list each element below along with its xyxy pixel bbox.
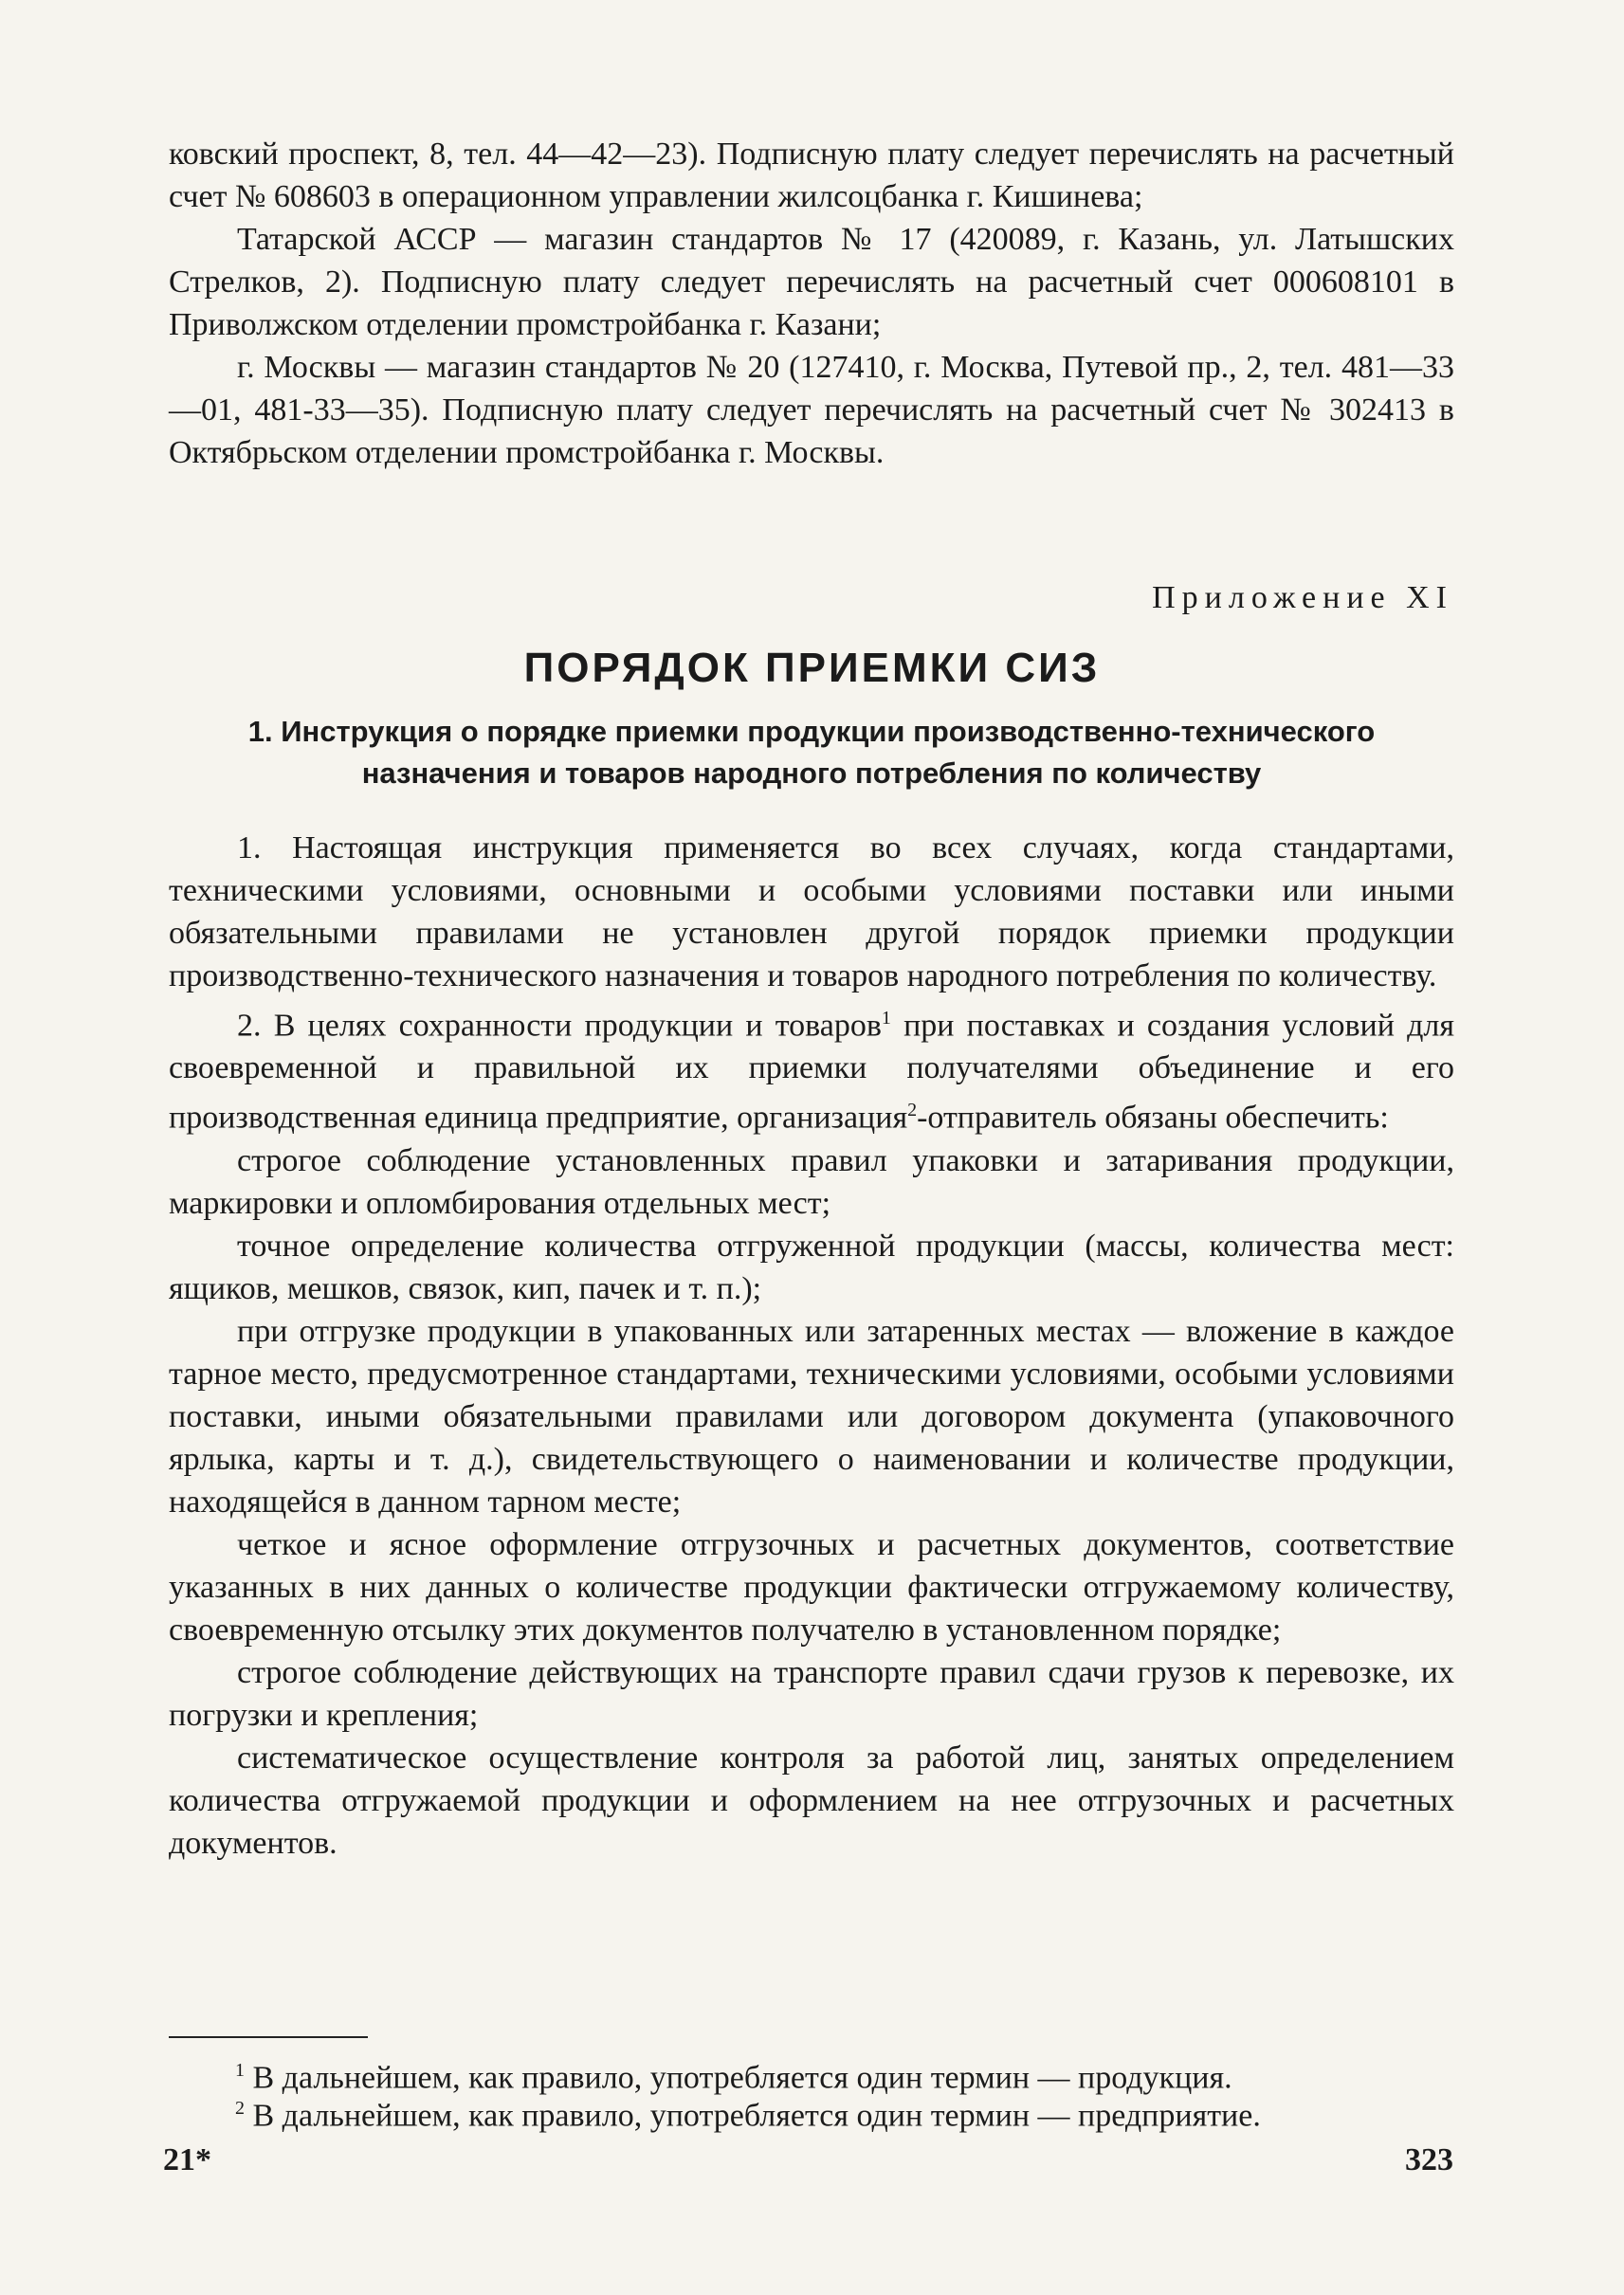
list-item: строгое соблюдение установленных правил упаковки и затаривания продукции, маркировки и опломбирования отдельных мест; (169, 1142, 1454, 1221)
list-item: систематическое осуществление контроля за работой лиц, занятых определением количества отгружаемой продукции и оформлением на нее отгрузочных и расчетных документов. (169, 1739, 1454, 1861)
list-item: при отгрузке продукции в упакованных или затаренных местах — вложение в каждое тарное место, предусмотренное стандартами, техническими условиями, особыми условиями поставки, иными обязательными правилами или договором документа (упаковочного ярлыка, карты и т. д.), свидетельствующего о наименовании и количестве продукции, находящейся в данном тарном месте; (169, 1313, 1454, 1520)
footnote-ref-1: 1 (881, 1008, 891, 1029)
footnote-mark-2: 2 (235, 2098, 245, 2119)
footnote-text-1: В дальнейшем, как правило, употребляется один термин — продукция. (245, 2060, 1232, 2096)
list-item: точное определение количества отгруженной продукции (массы, количества мест: ящиков, мешков, связок, кип, пачек и т. п.); (169, 1228, 1454, 1306)
list-item: четкое и ясное оформление отгрузочных и расчетных документов, соответствие указанных в них данных о количестве продукции фактически отгружаемому количеству, своевременную отсылку этих документов получателю в установленном порядке; (169, 1526, 1454, 1648)
paragraph-kishinev: ковский проспект, 8, тел. 44—42—23). Подписную плату следует перечислять на расчетный счет № 608603 в операционном управлении жилсоцбанка г. Кишинева; (169, 137, 1454, 214)
instruction-subtitle: 1. Инструкция о порядке приемки продукции производственно-технического назначения и товаров народного потребления по количеству (247, 715, 1376, 790)
paragraph-moscow: г. Москвы — магазин стандартов № 20 (127410, г. Москва, Путевой пр., 2, тел. 481—33—01, 481-33—35). Подписную плату следует перечислять на расчетный счет № 302413 в Октябрьском отделении промстройбанка г. Москвы. (169, 350, 1454, 470)
section-title: ПОРЯДОК ПРИЕМКИ СИЗ (523, 645, 1101, 691)
clause-2-text-b: при поставках и создания условий для своевременной и правильной их приемки получателями объединение и его производственная единица предприятие, организация (169, 1008, 1455, 1136)
continued-text-block (169, 133, 1454, 474)
footnote-2 (169, 2089, 1454, 2135)
clause-2 (169, 997, 1454, 1139)
footnote-text-2: В дальнейшем, как правило, употребляется один термин — предприятие. (245, 2098, 1261, 2134)
footnote-mark-1: 1 (235, 2060, 245, 2081)
footnote-ref-2: 2 (907, 1100, 918, 1121)
page-number: 323 (1405, 2142, 1453, 2177)
clause-1: 1. Настоящая инструкция применяется во всех случаях, когда стандартами, техническими условиями, основными и особыми условиями поставки или иными обязательными правилами не установлен другой порядок приемки продукции производственно-технического назначения и товаров народного потребления по количеству. (169, 830, 1454, 993)
clause-2-text-a: 2. В целях сохранности продукции и товаров (237, 1008, 882, 1044)
instruction-body (169, 827, 1454, 1865)
footnote-divider (169, 2036, 368, 2038)
paragraph-tatar-assr: Татарской АССР — магазин стандартов № 17 (420089, г. Казань, ул. Латышских Стрелков, 2). Подписную плату следует перечислять на расчетный счет 000608101 в Приволжском отделении промстройбанка г. Казани; (169, 222, 1454, 342)
signature-mark: 21* (163, 2142, 211, 2177)
clause-2-text-c: -отправитель обязаны обеспечить: (917, 1100, 1389, 1136)
appendix-label: Приложение XI (1152, 580, 1453, 615)
list-item: строгое соблюдение действующих на транспорте правил сдачи грузов к перевозке, их погрузки и крепления; (169, 1654, 1454, 1733)
